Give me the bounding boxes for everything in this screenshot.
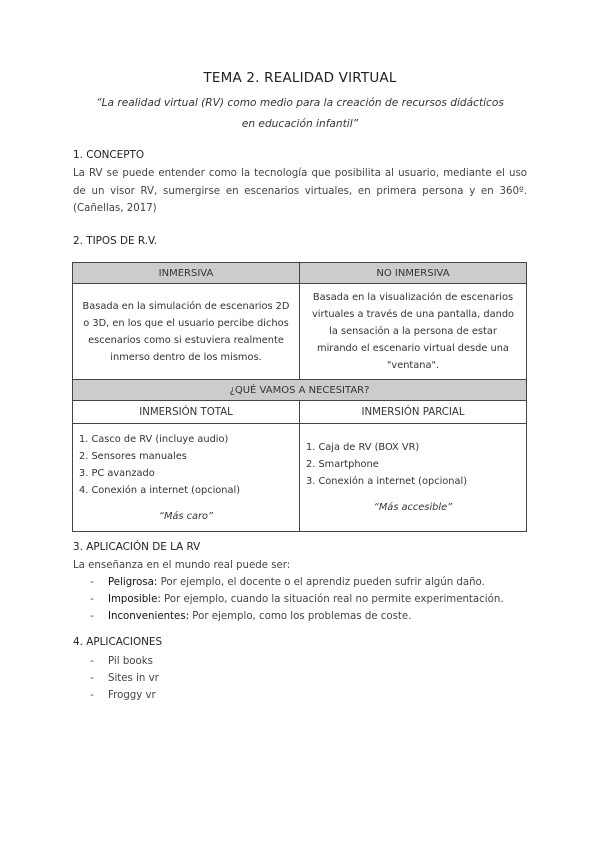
- page-title: TEMA 2. REALIDAD VIRTUAL: [203, 70, 397, 86]
- app-item-pil-books: [90, 653, 153, 670]
- bullet-peligrosa: [90, 574, 485, 591]
- bullet-dash: -: [90, 690, 94, 701]
- bullet-dash: -: [90, 673, 94, 684]
- note-mas-caro: “Más caro”: [158, 510, 214, 522]
- desc-no-inmersiva-text: Basada en la visualización de escenarios virtuales a través de una pantalla, dando la sensación a la persona de estar mirando el escenario virtual desde una "ventana".: [311, 292, 515, 371]
- section-heading-aplicacion: 3. APLICACIÓN DE LA RV: [73, 541, 201, 553]
- tipos-table: [72, 262, 527, 532]
- header-inmersion-parcial: INMERSIÓN PARCIAL: [300, 401, 527, 424]
- header-no-inmersiva: NO INMERSIVA: [300, 263, 527, 284]
- page-subtitle: [60, 93, 540, 135]
- section-heading-aplicaciones: 4. APLICACIONES: [73, 636, 163, 648]
- list-item: 2. Sensores manuales: [79, 450, 187, 462]
- list-inmersion-total: [73, 424, 300, 532]
- list-item: 1. Caja de RV (BOX VR): [306, 442, 420, 453]
- app-item-label: Sites in vr: [108, 673, 159, 684]
- subtitle-line-1: “La realidad virtual (RV) como medio para la creación de recursos didácticos: [96, 97, 504, 109]
- bullet-imposible: [90, 591, 504, 608]
- aplicacion-intro: La enseñanza en el mundo real puede ser:: [73, 560, 291, 571]
- bullet-term: Peligrosa:: [108, 577, 158, 588]
- bullet-text: Por ejemplo, el docente o el aprendiz pueden sufrir algún daño.: [157, 577, 485, 588]
- bullet-dash: -: [90, 594, 94, 605]
- list-item: 3. PC avanzado: [79, 467, 155, 479]
- app-item-sites-in-vr: [90, 670, 159, 687]
- bullet-dash: -: [90, 656, 94, 667]
- bullet-term: Imposible:: [108, 594, 161, 605]
- header-inmersion-total: INMERSIÓN TOTAL: [73, 401, 300, 424]
- app-item-froggy-vr: [90, 687, 156, 704]
- list-item: 1. Casco de RV (incluye audio): [79, 433, 229, 445]
- list-item: 3. Conexión a internet (opcional): [306, 476, 468, 487]
- subtitle-line-2: en educación infantil”: [241, 118, 359, 130]
- list-inmersion-parcial: [300, 424, 527, 532]
- bullet-dash: -: [90, 611, 94, 622]
- bullet-dash: -: [90, 577, 94, 588]
- section-heading-tipos: 2. TIPOS DE R.V.: [73, 235, 158, 247]
- bullet-term: Inconvenientes:: [108, 611, 190, 622]
- desc-no-inmersiva: [300, 284, 527, 380]
- list-item: 4. Conexión a internet (opcional): [79, 484, 241, 496]
- bullet-text: Por ejemplo, cuando la situación real no permite experimentación.: [160, 594, 504, 605]
- desc-inmersiva: [73, 284, 300, 380]
- app-item-label: Froggy vr: [108, 690, 156, 701]
- concepto-paragraph: La RV se puede entender como la tecnología que posibilita al usuario, mediante el uso de un visor RV, sumergirse en escenarios virtuales, en primera persona y en 360º. (Cañellas, 2017): [73, 168, 527, 214]
- section-heading-concepto: 1. CONCEPTO: [73, 149, 145, 161]
- desc-inmersiva-text: Basada en la simulación de escenarios 2D o 3D, en los que el usuario percibe dichos escenarios como si estuviera realmente inmerso dentro de los mismos.: [82, 300, 290, 363]
- note-mas-accesible: “Más accesible”: [373, 502, 453, 513]
- list-item: 2. Smartphone: [306, 459, 379, 470]
- app-item-label: Pil books: [108, 656, 153, 667]
- header-inmersiva: INMERSIVA: [73, 263, 300, 284]
- bullet-text: Por ejemplo, como los problemas de coste.: [189, 611, 412, 622]
- bullet-inconvenientes: [90, 608, 411, 625]
- header-que-necesitar: ¿QUÉ VAMOS A NECESITAR?: [73, 380, 527, 401]
